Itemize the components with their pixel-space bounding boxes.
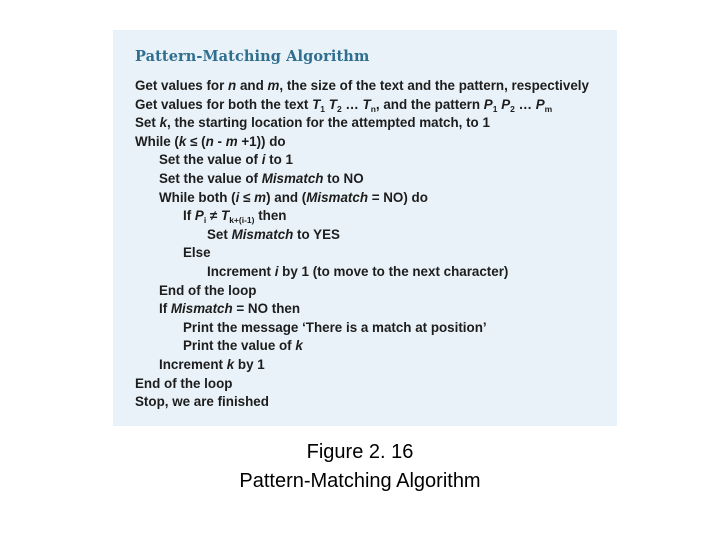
line-text: ≠ — [206, 208, 222, 224]
algorithm-line — [159, 282, 256, 300]
line-text: Increment — [159, 357, 227, 372]
algorithm-line — [159, 356, 265, 374]
subscript-text: k+(i-1) — [229, 215, 255, 226]
subscript-text: 1 — [492, 103, 498, 114]
line-text: to NO — [323, 171, 364, 186]
algorithm-line — [135, 96, 552, 114]
variable-text: P — [535, 96, 545, 112]
line-text: and — [236, 78, 268, 93]
algorithm-line — [183, 244, 211, 262]
algorithm-line — [135, 375, 232, 393]
algorithm-line — [159, 151, 293, 169]
subscript-text: n — [370, 103, 376, 114]
line-text: Get values for — [135, 78, 229, 93]
line-text: If — [183, 208, 195, 224]
line-text: ≤ — [239, 189, 255, 205]
variable-text: P — [501, 96, 511, 112]
line-text: ) and ( — [266, 189, 307, 205]
variable-text: i — [235, 189, 240, 205]
line-text: by 1 — [234, 357, 265, 372]
variable-text: i — [274, 264, 279, 279]
variable-text: Mismatch — [261, 171, 324, 186]
variable-text: m — [254, 189, 267, 205]
algorithm-line — [207, 263, 508, 281]
line-text: = NO) do — [368, 189, 428, 205]
line-text: … — [514, 96, 536, 112]
figure-number: Figure 2. 16 — [306, 441, 414, 463]
algorithm-line — [207, 226, 340, 244]
variable-text: m — [267, 78, 280, 93]
line-text: by 1 (to move to the next character) — [278, 264, 509, 279]
variable-text: Mismatch — [306, 189, 368, 205]
line-text: While both ( — [159, 189, 236, 205]
line-text: … — [341, 96, 363, 112]
algorithm-line — [135, 114, 490, 132]
variable-text: Mismatch — [231, 226, 294, 242]
line-text: to YES — [293, 226, 340, 242]
line-text: , the size of the text and the pattern, respectively — [279, 78, 589, 93]
algorithm-line — [183, 207, 286, 225]
line-text: While ( — [135, 133, 179, 149]
line-text: then — [254, 208, 287, 224]
line-text: Get values for both the text — [135, 96, 313, 112]
variable-text: k — [295, 338, 303, 354]
variable-text: n — [205, 133, 214, 149]
variable-text: k — [159, 115, 168, 131]
line-text: Else — [183, 245, 211, 261]
variable-text: T — [221, 208, 230, 224]
line-text: = NO then — [232, 301, 301, 317]
figure-title: Pattern-Matching Algorithm — [135, 48, 370, 65]
variable-text: m — [225, 133, 238, 149]
subscript-text: 2 — [336, 103, 342, 114]
line-text: Print the message ‘There is a match at position’ — [183, 319, 487, 335]
algorithm-figure — [113, 30, 617, 426]
line-text: End of the loop — [135, 375, 233, 391]
line-text: +1)) do — [237, 133, 286, 149]
line-text: Set the value of — [159, 152, 262, 168]
line-text: If — [159, 301, 171, 317]
algorithm-line — [183, 319, 487, 337]
line-text: - — [213, 133, 226, 149]
line-text: Print the value of — [183, 338, 296, 354]
line-text: , the starting location for the attempted match, to 1 — [167, 115, 490, 131]
algorithm-line — [159, 170, 364, 188]
line-text: Set the value of — [159, 171, 262, 186]
line-text: Stop, we are finished — [135, 394, 269, 410]
line-text: End of the loop — [159, 282, 257, 298]
algorithm-line — [183, 337, 303, 355]
line-text: Set — [207, 226, 232, 242]
algorithm-line — [135, 393, 269, 411]
subscript-text: i — [203, 215, 207, 226]
algorithm-line — [159, 300, 300, 318]
variable-text: i — [261, 152, 266, 168]
line-text: , and the pattern — [375, 96, 484, 112]
line-text: to 1 — [265, 152, 293, 168]
line-text: ≤ ( — [186, 133, 206, 149]
line-text: Set — [135, 115, 160, 131]
variable-text: P — [194, 208, 204, 224]
subscript-text: m — [544, 103, 553, 114]
figure-caption: Pattern-Matching Algorithm — [239, 470, 481, 492]
variable-text: Mismatch — [170, 301, 233, 317]
line-text: Increment — [207, 264, 275, 279]
subscript-text: 2 — [510, 103, 515, 114]
variable-text: T — [312, 96, 321, 112]
variable-text: T — [328, 96, 337, 112]
algorithm-line — [135, 133, 286, 151]
variable-text: T — [362, 96, 371, 112]
subscript-text: 1 — [320, 103, 326, 114]
variable-text: k — [178, 133, 187, 149]
variable-text: P — [483, 96, 493, 112]
algorithm-line — [159, 189, 428, 207]
variable-text: n — [228, 78, 237, 93]
algorithm-line — [135, 77, 589, 95]
variable-text: k — [226, 357, 235, 372]
